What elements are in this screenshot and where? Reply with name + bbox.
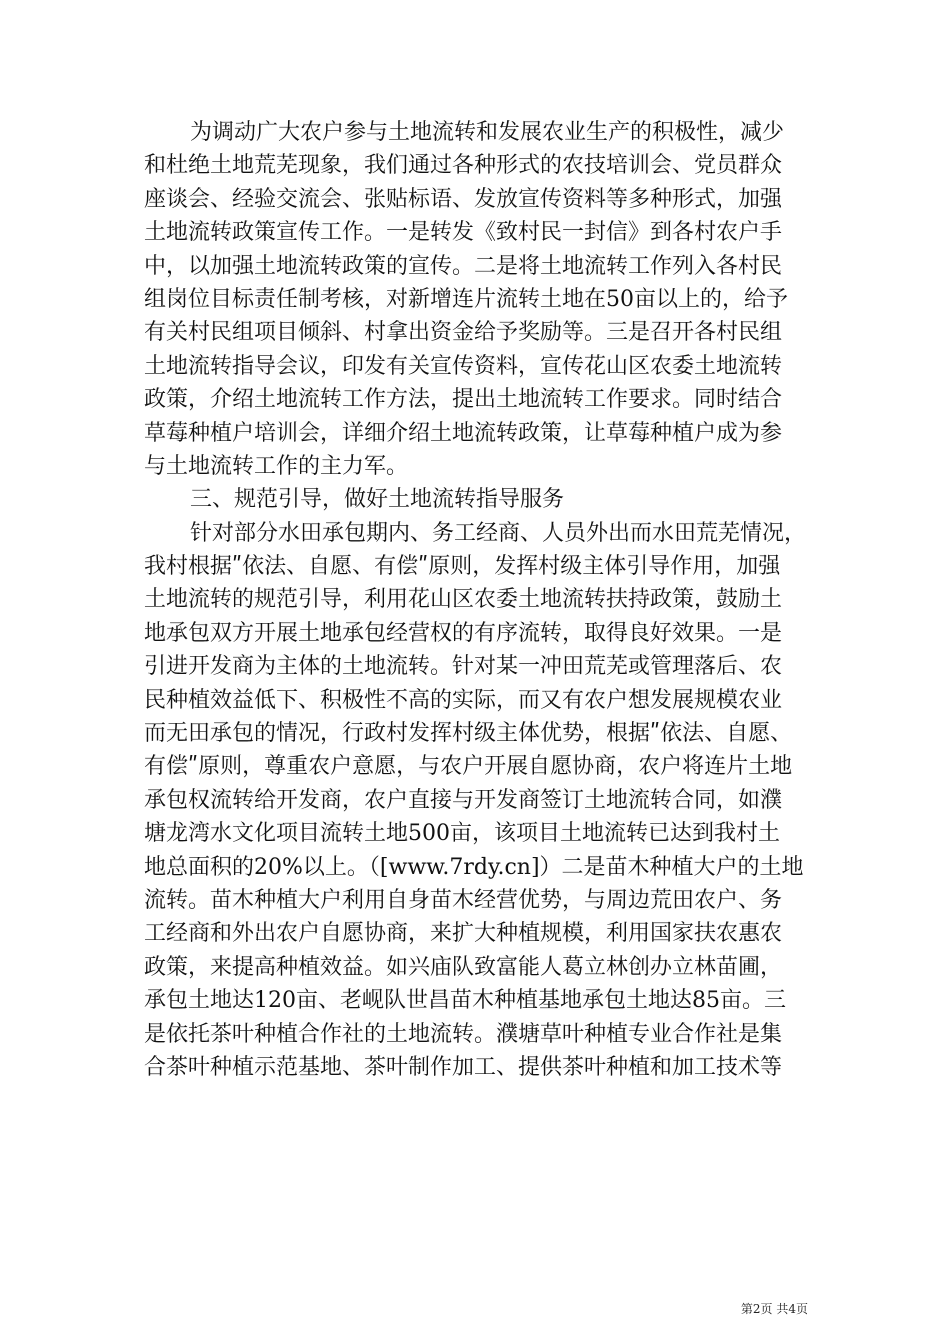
paragraph-line: 组岗位目标责任制考核，对新增连片流转土地在50亩以上的，给予 [144, 286, 788, 312]
paragraph-line: 政策，来提高种植效益。如兴庙队致富能人葛立林创办立林苗圃， [144, 954, 783, 980]
paragraph-line: 引进开发商为主体的土地流转。针对某一冲田荒芜或管理落后、农 [144, 654, 783, 680]
paragraph-line: 政策，介绍土地流转工作方法，提出土地流转工作要求。同时结合 [144, 387, 783, 413]
paragraph-line: 承包土地达120亩、老岘队世昌苗木种植基地承包土地达85亩。三 [144, 988, 786, 1014]
page-number-footer: 第2页 共4页 [740, 1302, 808, 1316]
paragraph-line: 我村根据ʺ依法、自愿、有偿ʺ原则，发挥村级主体引导作用，加强 [144, 554, 781, 580]
paragraph-line: 土地流转政策宣传工作。一是转发《致村民一封信》到各村农户手 [144, 220, 783, 246]
section-heading: 三、规范引导，做好土地流转指导服务 [190, 487, 565, 513]
paragraph-line: 地总面积的20%以上。（[www.7rdy.cn]）二是苗木种植大户的土地 [144, 854, 804, 880]
paragraph-line: 而无田承包的情况，行政村发挥村级主体优势，根据ʺ依法、自愿、 [144, 721, 793, 747]
paragraph-line: 中，以加强土地流转政策的宣传。二是将土地流转工作列入各村民 [144, 253, 783, 279]
paragraph-line: 地承包双方开展土地承包经营权的有序流转，取得良好效果。一是 [144, 620, 783, 646]
paragraph-line: 塘龙湾水文化项目流转土地500亩，该项目土地流转已达到我村土 [144, 821, 780, 847]
paragraph-line: 土地流转的规范引导，利用花山区农委土地流转扶持政策，鼓励土 [144, 587, 783, 613]
paragraph-line: 有关村民组项目倾斜、村拿出资金给予奖励等。三是召开各村民组 [144, 320, 783, 346]
paragraph-line: 合茶叶种植示范基地、茶叶制作加工、提供茶叶种植和加工技术等 [144, 1054, 783, 1080]
paragraph-line: 流转。苗木种植大户利用自身苗木经营优势，与周边荒田农户、务 [144, 887, 783, 913]
document-body [144, 116, 808, 1084]
paragraph-line: 与土地流转工作的主力军。 [144, 453, 409, 479]
paragraph-line: 土地流转指导会议，印发有关宣传资料，宣传花山区农委土地流转 [144, 353, 783, 379]
paragraph-line: 草莓种植户培训会，详细介绍土地流转政策，让草莓种植户成为参 [144, 420, 783, 446]
paragraph-line: 和杜绝土地荒芜现象，我们通过各种形式的农技培训会、党员群众 [144, 153, 783, 179]
paragraph-line: 是依托茶叶种植合作社的土地流转。濮塘草叶种植专业合作社是集 [144, 1021, 783, 1047]
paragraph-line: 为调动广大农户参与土地流转和发展农业生产的积极性，减少 [190, 120, 785, 145]
paragraph-line: 针对部分水田承包期内、务工经商、人员外出而水田荒芜情况， [190, 520, 807, 546]
paragraph-line: 座谈会、经验交流会、张贴标语、发放宣传资料等多种形式，加强 [144, 186, 783, 212]
paragraph-line: 有偿ʺ原则，尊重农户意愿，与农户开展自愿协商，农户将连片土地 [144, 754, 793, 780]
paragraph-line: 民种植效益低下、积极性不高的实际，而又有农户想发展规模农业 [144, 687, 783, 713]
paragraph-line: 承包权流转给开发商，农户直接与开发商签订土地流转合同，如濮 [144, 787, 783, 813]
paragraph-line: 工经商和外出农户自愿协商，来扩大种植规模，利用国家扶农惠农 [144, 921, 783, 947]
